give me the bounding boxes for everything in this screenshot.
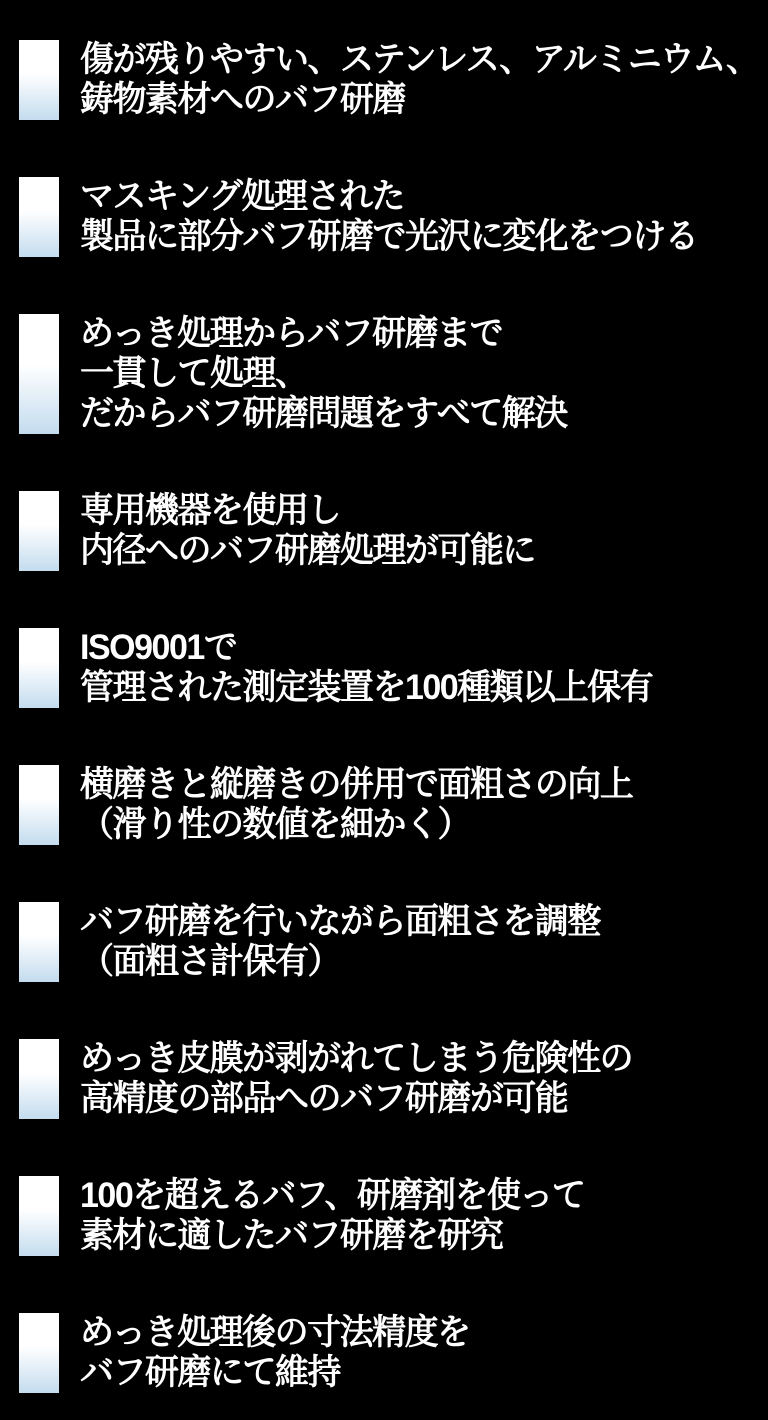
list-item [19, 765, 760, 845]
list-item [19, 1313, 760, 1393]
list-item-line: 横磨きと縦磨きの併用で面粗さの向上 [80, 765, 633, 804]
list-item [19, 902, 760, 982]
list-item-line: 高精度の部品へのバフ研磨が可能 [80, 1079, 568, 1118]
list-item-text [80, 314, 582, 434]
list-item-line: めっき処理からバフ研磨まで [80, 314, 503, 353]
list-item-text [80, 177, 717, 257]
list-item-line: マスキング処理された [80, 177, 404, 216]
gradient-bullet-icon [19, 1313, 59, 1393]
list-item-text [80, 491, 549, 571]
list-item-line: 一貫して処理、 [80, 354, 308, 393]
list-item-text [80, 1039, 649, 1119]
list-item-line: （面粗さ計保有） [80, 942, 340, 981]
list-item-line: めっき皮膜が剥がれてしまう危険性の [80, 1039, 633, 1078]
list-item-text [80, 1176, 600, 1256]
list-item [19, 177, 760, 257]
list-item-line: 素材に適したバフ研磨を研究 [80, 1216, 503, 1255]
gradient-bullet-icon [19, 1039, 59, 1119]
list-item-line: 傷が残りやすい、ステンレス、アルミニウム、 [80, 40, 759, 79]
list-item-line: 管理された測定装置を100種類以上保有 [80, 668, 653, 707]
list-item-line: だからバフ研磨問題をすべて解決 [80, 394, 567, 433]
gradient-bullet-icon [19, 177, 59, 257]
gradient-bullet-icon [19, 314, 59, 434]
list-item-text [80, 628, 670, 708]
list-item-line: ISO9001で [80, 628, 237, 667]
list-item [19, 628, 760, 708]
list-item-line: 専用機器を使用し [80, 491, 340, 530]
gradient-bullet-icon [19, 491, 59, 571]
gradient-bullet-icon [19, 628, 59, 708]
gradient-bullet-icon [19, 765, 59, 845]
list-item-line: 内径へのバフ研磨処理が可能に [80, 531, 535, 570]
list-item-line: 製品に部分バフ研磨で光沢に変化をつける [80, 217, 698, 256]
list-item-text [80, 902, 616, 982]
list-item-text [80, 1313, 482, 1393]
list-item-text [80, 40, 768, 120]
list-item [19, 314, 760, 434]
list-item-line: 鋳物素材へのバフ研磨 [80, 80, 405, 119]
list-item-line: バフ研磨を行いながら面粗さを調整 [80, 902, 600, 941]
list-item-line: （滑り性の数値を細かく） [80, 805, 470, 844]
list-item [19, 40, 760, 120]
list-item-line: 100を超えるバフ、研磨剤を使って [80, 1176, 585, 1215]
gradient-bullet-icon [19, 902, 59, 982]
list-item-line: バフ研磨にて維持 [80, 1353, 340, 1392]
list-item [19, 491, 760, 571]
gradient-bullet-icon [19, 1176, 59, 1256]
gradient-bullet-icon [19, 40, 59, 120]
list-item [19, 1039, 760, 1119]
list-item-line: めっき処理後の寸法精度を [80, 1313, 470, 1352]
list-item-text [80, 765, 650, 845]
list-item [19, 1176, 760, 1256]
